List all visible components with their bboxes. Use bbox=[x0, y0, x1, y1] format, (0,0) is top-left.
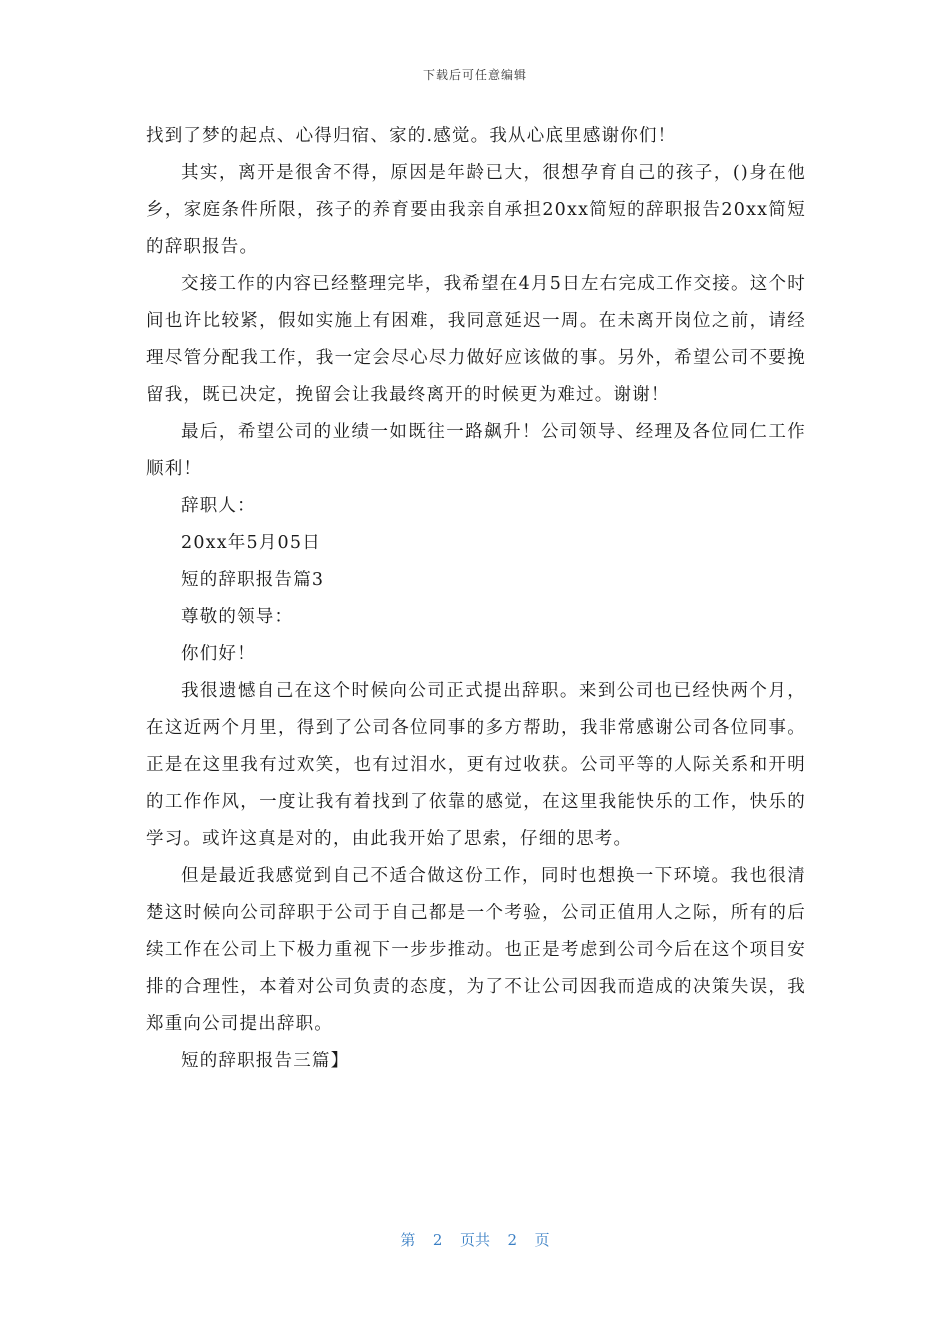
paragraph-3: 交接工作的内容已经整理完毕，我希望在4月5日左右完成工作交接。这个时间也许比较紧，假如实施上有困难，我同意延迟一周。在未离开岗位之前，请经理尽管分配我工作，我一定会尽心尽力做好应该做的事。另外，希望公司不要挽留我，既已决定，挽留会让我最终离开的时候更为难过。谢谢！ bbox=[146, 274, 806, 405]
greeting: 你们好！ bbox=[181, 644, 256, 664]
page-footer: 第 2 页共 2 页 bbox=[400, 1231, 550, 1249]
section-title: 短的辞职报告篇3 bbox=[181, 570, 325, 590]
paragraph-1: 找到了梦的起点、心得归宿、家的.感觉。我从心底里感谢你们！ bbox=[146, 126, 677, 146]
document-body bbox=[146, 118, 806, 1080]
closing-title: 短的辞职报告三篇】 bbox=[181, 1051, 350, 1071]
paragraph-4: 最后，希望公司的业绩一如既往一路飙升！公司领导、经理及各位同仁工作顺利！ bbox=[146, 422, 806, 479]
paragraph-6: 但是最近我感觉到自己不适合做这份工作，同时也想换一下环境。我也很清楚这时候向公司辞职于公司于自己都是一个考验，公司正值用人之际，所有的后续工作在公司上下极力重视下一步步推动。也正是考虑到公司今后在这个项目安排的合理性，本着对公司负责的态度，为了不让公司因我而造成的决策失误，我郑重向公司提出辞职。 bbox=[146, 866, 806, 1034]
paragraph-5: 我很遗憾自己在这个时候向公司正式提出辞职。来到公司也已经快两个月，在这近两个月里，得到了公司各位同事的多方帮助，我非常感谢公司各位同事。正是在这里我有过欢笑，也有过泪水，更有过收获。公司平等的人际关系和开明的工作作风，一度让我有着找到了依靠的感觉，在这里我能快乐的工作，快乐的学习。或许这真是对的，由此我开始了思索，仔细的思考。 bbox=[146, 681, 806, 849]
signature-label: 辞职人： bbox=[181, 496, 256, 516]
salutation: 尊敬的领导： bbox=[181, 607, 294, 627]
signature-date: 20xx年5月05日 bbox=[181, 533, 321, 553]
paragraph-2: 其实，离开是很舍不得，原因是年龄已大，很想孕育自己的孩子，()身在他乡，家庭条件所限，孩子的养育要由我亲自承担20xx简短的辞职报告20xx简短的辞职报告。 bbox=[146, 163, 806, 257]
page-header: 下载后可任意编辑 bbox=[422, 68, 527, 82]
